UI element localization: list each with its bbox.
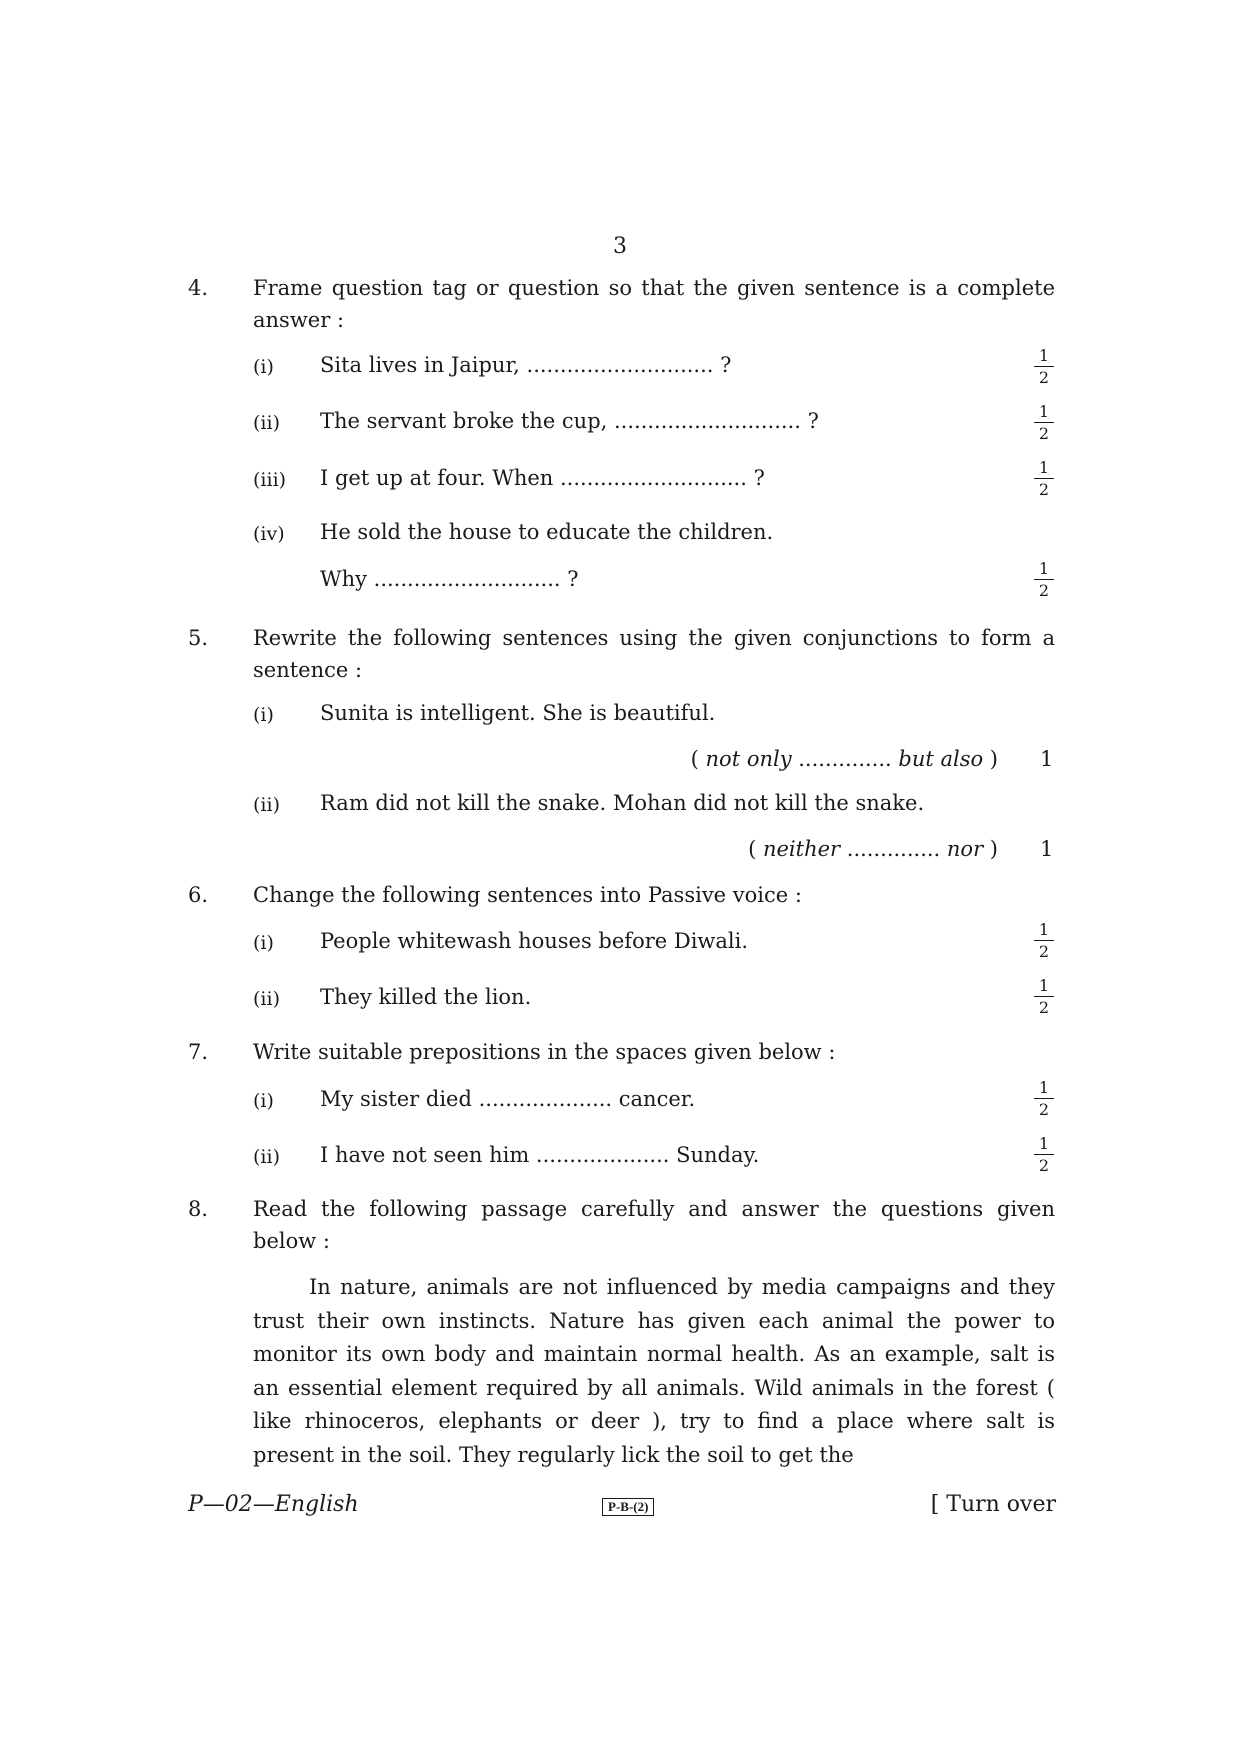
q4-iv-mark: 1 2 [1032, 560, 1056, 599]
q5-ii-text: Ram did not kill the snake. Mohan did not kill the snake. [320, 791, 925, 815]
q4-iv-text2: Why ............................ ? [320, 567, 579, 591]
q8-passage: In nature, animals are not influenced by media campaigns and they trust their own instincts. Nature has given each animal the power to monitor its own body and maintain normal health. As an example, salt is an essential element required by all animals. Wild animals in the forest ( like rhinoceros, elephants or deer ), try to find a place where salt is present in the soil. They regularly lick the soil to get the [253, 1275, 1055, 1467]
q5-ii-conjunction: ( neither .............. nor ) [748, 837, 998, 861]
q7-ii-label: (ii) [253, 1146, 280, 1168]
q4-iv-text: He sold the house to educate the children. [320, 520, 774, 544]
q6-number: 6. [188, 883, 209, 907]
q5-i-label: (i) [253, 704, 274, 726]
q4-i-text: Sita lives in Jaipur, ............................ ? [320, 353, 732, 377]
q6-i-text: People whitewash houses before Diwali. [320, 929, 749, 953]
q5-i-conjunction: ( not only .............. but also ) [690, 747, 998, 771]
q4-iii-text: I get up at four. When ............................ ? [320, 466, 765, 490]
q7-i-mark: 1 2 [1032, 1079, 1056, 1118]
q4-ii-text: The servant broke the cup, ............................ ? [320, 409, 819, 433]
q4-ii-mark: 1 2 [1032, 403, 1056, 442]
q7-ii-text: I have not seen him .................... Sunday. [320, 1143, 760, 1167]
q4-i-mark: 1 2 [1032, 347, 1056, 386]
footer-set-code: P-B-(2) [602, 1498, 654, 1516]
q8-number: 8. [188, 1197, 209, 1221]
q4-i-label: (i) [253, 356, 274, 378]
footer-paper-code: P—02—English [188, 1492, 359, 1517]
q6-i-mark: 1 2 [1032, 921, 1056, 960]
q7-i-text: My sister died .................... cancer. [320, 1087, 696, 1111]
page-number: 3 [613, 234, 627, 259]
q7-i-label: (i) [253, 1090, 274, 1112]
q4-iii-mark: 1 2 [1032, 459, 1056, 498]
q5-number: 5. [188, 626, 209, 650]
q4-number: 4. [188, 276, 209, 300]
footer-turn-over: [ Turn over [930, 1492, 1056, 1517]
q5-ii-label: (ii) [253, 794, 280, 816]
q7-number: 7. [188, 1040, 209, 1064]
q5-ii-mark: 1 [1040, 837, 1054, 861]
q5-text: Rewrite the following sentences using the given conjunctions to form a sentence : [253, 626, 1055, 682]
q6-i-label: (i) [253, 932, 274, 954]
q4-iii-label: (iii) [253, 469, 287, 491]
q4-ii-label: (ii) [253, 412, 280, 434]
q4-iv-label: (iv) [253, 523, 285, 545]
q4-text: Frame question tag or question so that the given sentence is a complete answer : [253, 276, 1055, 332]
q5-i-mark: 1 [1040, 747, 1054, 771]
q7-ii-mark: 1 2 [1032, 1135, 1056, 1174]
q6-ii-text: They killed the lion. [320, 985, 532, 1009]
q8-text: Read the following passage carefully and answer the questions given below : [253, 1197, 1055, 1253]
q7-text: Write suitable prepositions in the spaces given below : [253, 1040, 836, 1064]
q6-text: Change the following sentences into Passive voice : [253, 883, 802, 907]
q5-i-text: Sunita is intelligent. She is beautiful. [320, 701, 716, 725]
q6-ii-label: (ii) [253, 988, 280, 1010]
q6-ii-mark: 1 2 [1032, 977, 1056, 1016]
